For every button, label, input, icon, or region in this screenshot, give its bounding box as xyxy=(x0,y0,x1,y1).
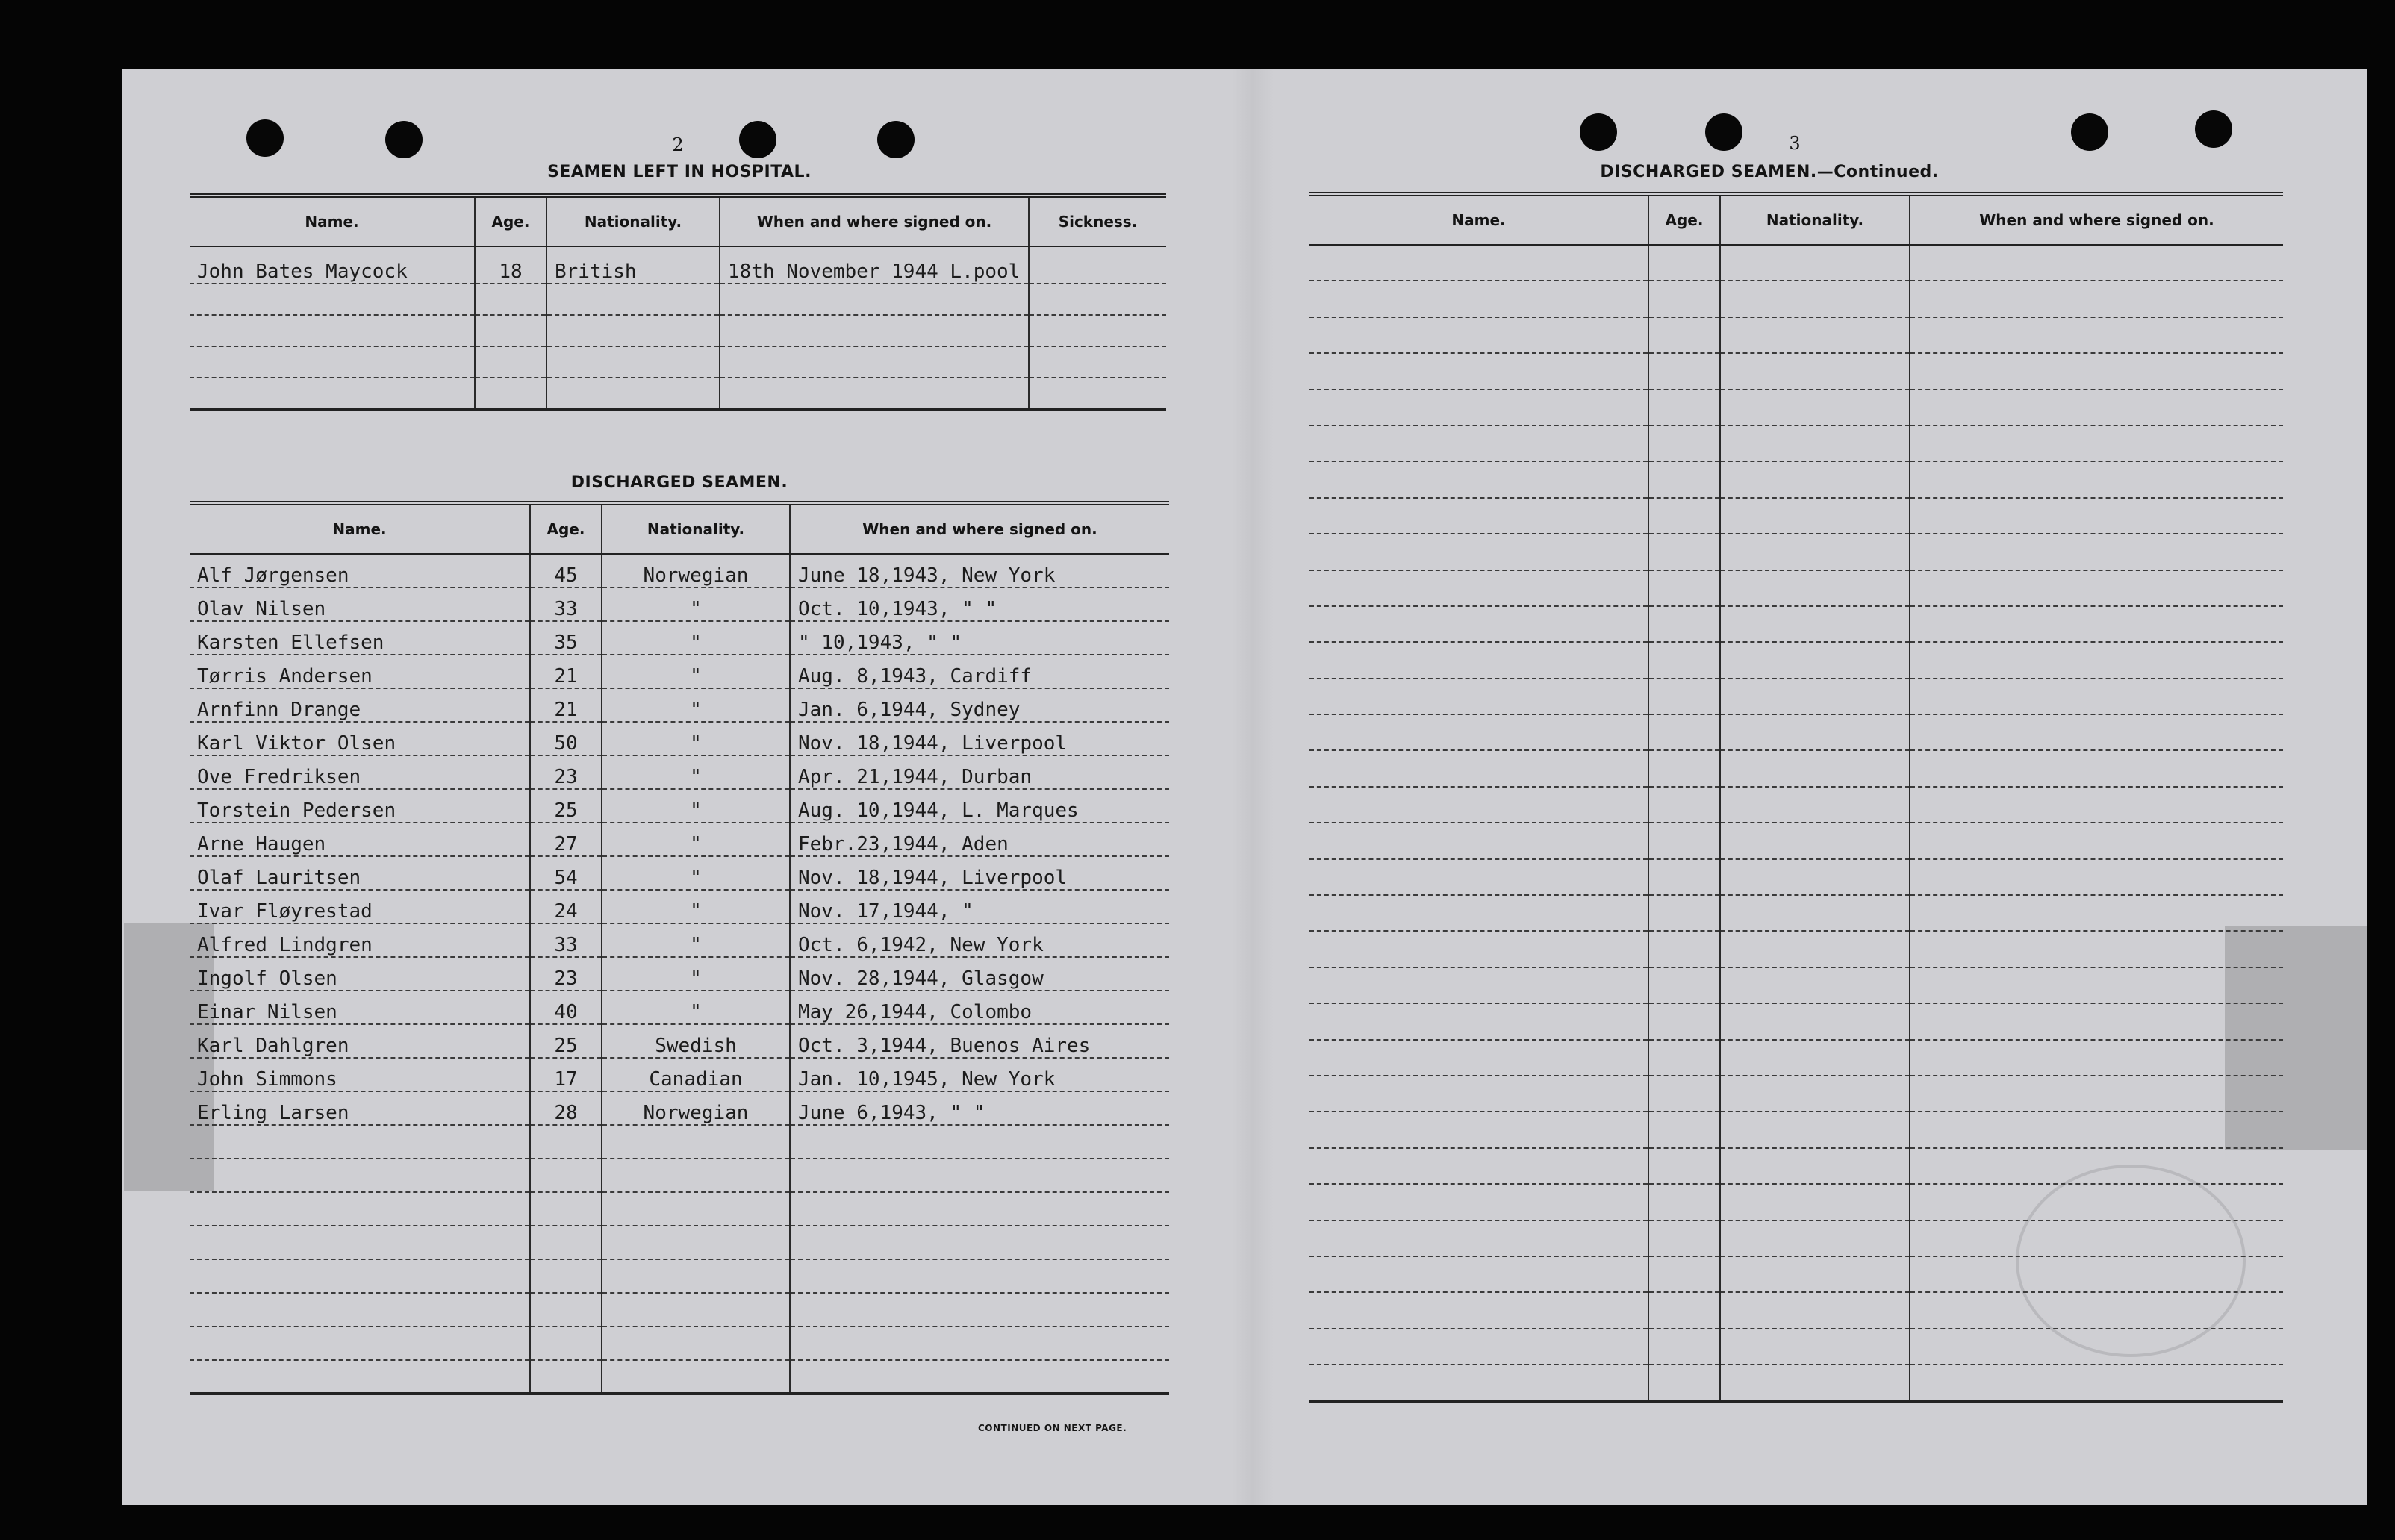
seaman-nationality: " xyxy=(602,890,790,923)
seaman-name: John Bates Maycock xyxy=(190,246,475,284)
blank-row xyxy=(190,346,1166,378)
seaman-nationality: " xyxy=(602,587,790,621)
punch-hole xyxy=(385,121,423,158)
seaman-name: Olaf Lauritsen xyxy=(190,856,530,890)
punch-hole xyxy=(739,121,776,158)
seaman-age: 28 xyxy=(530,1091,602,1125)
blank-row xyxy=(1309,787,2283,823)
blank-row xyxy=(190,1259,1169,1293)
seaman-name: Erling Larsen xyxy=(190,1091,530,1125)
table-row xyxy=(190,890,1169,923)
punch-hole xyxy=(2195,110,2232,148)
header-sickness: Sickness. xyxy=(1029,196,1166,246)
blank-row xyxy=(1309,642,2283,678)
seaman-signed-on: Oct. 10,1943, " " xyxy=(790,587,1169,621)
seaman-nationality: " xyxy=(602,823,790,856)
header-signed-on: When and where signed on. xyxy=(720,196,1029,246)
table-row xyxy=(190,554,1169,587)
seaman-age: 23 xyxy=(530,755,602,789)
seaman-nationality: Norwegian xyxy=(602,1091,790,1125)
discharged-continued-table xyxy=(1309,192,2283,1403)
seaman-nationality: " xyxy=(602,621,790,655)
seaman-nationality: " xyxy=(602,755,790,789)
table-row xyxy=(190,823,1169,856)
header-signed-on: When and where signed on. xyxy=(790,503,1169,554)
blank-row xyxy=(1309,1221,2283,1256)
seaman-signed-on: Oct. 3,1944, Buenos Aires xyxy=(790,1024,1169,1058)
seaman-age: 27 xyxy=(530,823,602,856)
seaman-age: 18 xyxy=(475,246,546,284)
seaman-name: Ivar Fløyrestad xyxy=(190,890,530,923)
blank-row xyxy=(190,1360,1169,1394)
header-name: Name. xyxy=(190,503,530,554)
discharged-header-row xyxy=(190,503,1169,554)
table-row xyxy=(190,621,1169,655)
seaman-signed-on: Febr.23,1944, Aden xyxy=(790,823,1169,856)
seaman-name: Arne Haugen xyxy=(190,823,530,856)
seaman-sickness xyxy=(1029,246,1166,284)
seaman-signed-on: Jan. 6,1944, Sydney xyxy=(790,688,1169,722)
blank-row xyxy=(1309,461,2283,497)
header-age: Age. xyxy=(475,196,546,246)
blank-row xyxy=(1309,245,2283,281)
blank-row xyxy=(1309,606,2283,642)
seaman-age: 25 xyxy=(530,1024,602,1058)
punch-hole xyxy=(1580,113,1617,151)
seaman-age: 33 xyxy=(530,587,602,621)
blank-row xyxy=(1309,353,2283,389)
seaman-age: 23 xyxy=(530,957,602,991)
seaman-age: 33 xyxy=(530,923,602,957)
blank-row xyxy=(1309,967,2283,1003)
seaman-name: Karl Dahlgren xyxy=(190,1024,530,1058)
seaman-name: Olav Nilsen xyxy=(190,587,530,621)
blank-row xyxy=(1309,281,2283,317)
header-signed-on: When and where signed on. xyxy=(1910,194,2283,245)
header-nationality: Nationality. xyxy=(546,196,720,246)
seaman-name: Ingolf Olsen xyxy=(190,957,530,991)
seaman-age: 40 xyxy=(530,991,602,1024)
table-row xyxy=(190,655,1169,688)
table-row xyxy=(190,587,1169,621)
blank-row xyxy=(190,1327,1169,1360)
header-nationality: Nationality. xyxy=(602,503,790,554)
blank-row xyxy=(1309,895,2283,931)
seaman-signed-on: Apr. 21,1944, Durban xyxy=(790,755,1169,789)
blank-row xyxy=(190,1192,1169,1226)
continued-section-title: DISCHARGED SEAMEN.—Continued. xyxy=(1600,163,1939,181)
header-name: Name. xyxy=(1309,194,1648,245)
table-row xyxy=(190,755,1169,789)
seaman-age: 45 xyxy=(530,554,602,587)
blank-row xyxy=(1309,823,2283,858)
hospital-header-row xyxy=(190,196,1166,246)
seaman-nationality: " xyxy=(602,789,790,823)
seaman-age: 50 xyxy=(530,722,602,755)
blank-row xyxy=(1309,1184,2283,1220)
seaman-nationality: " xyxy=(602,923,790,957)
blank-row xyxy=(1309,1148,2283,1184)
blank-row xyxy=(190,1159,1169,1192)
seaman-name: Tørris Andersen xyxy=(190,655,530,688)
table-row xyxy=(190,246,1166,284)
table-row xyxy=(190,1091,1169,1125)
seaman-nationality: " xyxy=(602,722,790,755)
page-fold xyxy=(1232,69,1274,1505)
blank-row xyxy=(1309,1365,2283,1400)
header-nationality: Nationality. xyxy=(1720,194,1910,245)
seaman-signed-on: Aug. 8,1943, Cardiff xyxy=(790,655,1169,688)
seaman-signed-on: Aug. 10,1944, L. Marques xyxy=(790,789,1169,823)
seaman-signed-on: June 18,1943, New York xyxy=(790,554,1169,587)
blank-row xyxy=(1309,750,2283,786)
seaman-age: 25 xyxy=(530,789,602,823)
blank-row xyxy=(1309,1076,2283,1112)
blank-row xyxy=(1309,1292,2283,1328)
seaman-nationality: British xyxy=(546,246,720,284)
header-age: Age. xyxy=(530,503,602,554)
seaman-name: Karsten Ellefsen xyxy=(190,621,530,655)
seaman-nationality: " xyxy=(602,991,790,1024)
continued-header-row xyxy=(1309,194,2283,245)
seaman-signed-on: May 26,1944, Colombo xyxy=(790,991,1169,1024)
blank-row xyxy=(1309,534,2283,570)
hospital-section-title: SEAMEN LEFT IN HOSPITAL. xyxy=(547,163,812,181)
blank-row xyxy=(1309,390,2283,425)
punch-hole xyxy=(246,119,284,157)
seaman-signed-on: " 10,1943, " " xyxy=(790,621,1169,655)
blank-row xyxy=(190,378,1166,409)
table-row xyxy=(190,722,1169,755)
seaman-nationality: Norwegian xyxy=(602,554,790,587)
seaman-nationality: " xyxy=(602,655,790,688)
seaman-name: Torstein Pedersen xyxy=(190,789,530,823)
blank-row xyxy=(190,1125,1169,1159)
blank-row xyxy=(190,284,1166,315)
seaman-nationality: Canadian xyxy=(602,1058,790,1091)
seaman-signed-on: Jan. 10,1945, New York xyxy=(790,1058,1169,1091)
seaman-signed-on: 18th November 1944 L.pool xyxy=(720,246,1029,284)
seaman-name: Alfred Lindgren xyxy=(190,923,530,957)
blank-row xyxy=(1309,714,2283,750)
blank-row xyxy=(1309,1329,2283,1365)
seaman-signed-on: Oct. 6,1942, New York xyxy=(790,923,1169,957)
blank-row xyxy=(1309,1112,2283,1147)
discharged-section-title: DISCHARGED SEAMEN. xyxy=(570,473,788,492)
table-row xyxy=(190,789,1169,823)
table-row xyxy=(190,957,1169,991)
blank-row xyxy=(1309,859,2283,895)
blank-row xyxy=(1309,1040,2283,1076)
blank-row xyxy=(190,1293,1169,1327)
seaman-nationality: Swedish xyxy=(602,1024,790,1058)
continued-note: CONTINUED ON NEXT PAGE. xyxy=(978,1423,1127,1433)
hospital-table xyxy=(190,193,1166,411)
seaman-age: 21 xyxy=(530,688,602,722)
seaman-age: 21 xyxy=(530,655,602,688)
seaman-name: Alf Jørgensen xyxy=(190,554,530,587)
seaman-signed-on: Nov. 18,1944, Liverpool xyxy=(790,856,1169,890)
table-row xyxy=(190,856,1169,890)
table-row xyxy=(190,688,1169,722)
page-number-right: 3 xyxy=(1789,133,1801,154)
seaman-signed-on: June 6,1943, " " xyxy=(790,1091,1169,1125)
seaman-age: 35 xyxy=(530,621,602,655)
blank-row xyxy=(1309,1003,2283,1039)
page-number-left: 2 xyxy=(672,134,684,155)
blank-row xyxy=(1309,679,2283,714)
seaman-signed-on: Nov. 28,1944, Glasgow xyxy=(790,957,1169,991)
seaman-signed-on: Nov. 17,1944, " xyxy=(790,890,1169,923)
seaman-signed-on: Nov. 18,1944, Liverpool xyxy=(790,722,1169,755)
seaman-nationality: " xyxy=(602,688,790,722)
table-row xyxy=(190,991,1169,1024)
table-row xyxy=(190,1058,1169,1091)
header-name: Name. xyxy=(190,196,475,246)
punch-hole xyxy=(877,121,915,158)
blank-row xyxy=(1309,317,2283,353)
table-row xyxy=(190,923,1169,957)
seaman-nationality: " xyxy=(602,856,790,890)
discharged-table xyxy=(190,501,1169,1395)
seaman-name: Ove Fredriksen xyxy=(190,755,530,789)
table-row xyxy=(190,1024,1169,1058)
blank-row xyxy=(1309,931,2283,967)
seaman-age: 54 xyxy=(530,856,602,890)
seaman-name: Arnfinn Drange xyxy=(190,688,530,722)
blank-row xyxy=(1309,570,2283,606)
seaman-name: Karl Viktor Olsen xyxy=(190,722,530,755)
seaman-age: 24 xyxy=(530,890,602,923)
blank-row xyxy=(1309,425,2283,461)
blank-row xyxy=(1309,498,2283,534)
seaman-age: 17 xyxy=(530,1058,602,1091)
blank-row xyxy=(190,315,1166,346)
punch-hole xyxy=(2071,113,2108,151)
seaman-nationality: " xyxy=(602,957,790,991)
header-age: Age. xyxy=(1648,194,1720,245)
seaman-name: John Simmons xyxy=(190,1058,530,1091)
blank-row xyxy=(1309,1256,2283,1292)
blank-row xyxy=(190,1226,1169,1259)
seaman-name: Einar Nilsen xyxy=(190,991,530,1024)
punch-hole xyxy=(1705,113,1742,151)
